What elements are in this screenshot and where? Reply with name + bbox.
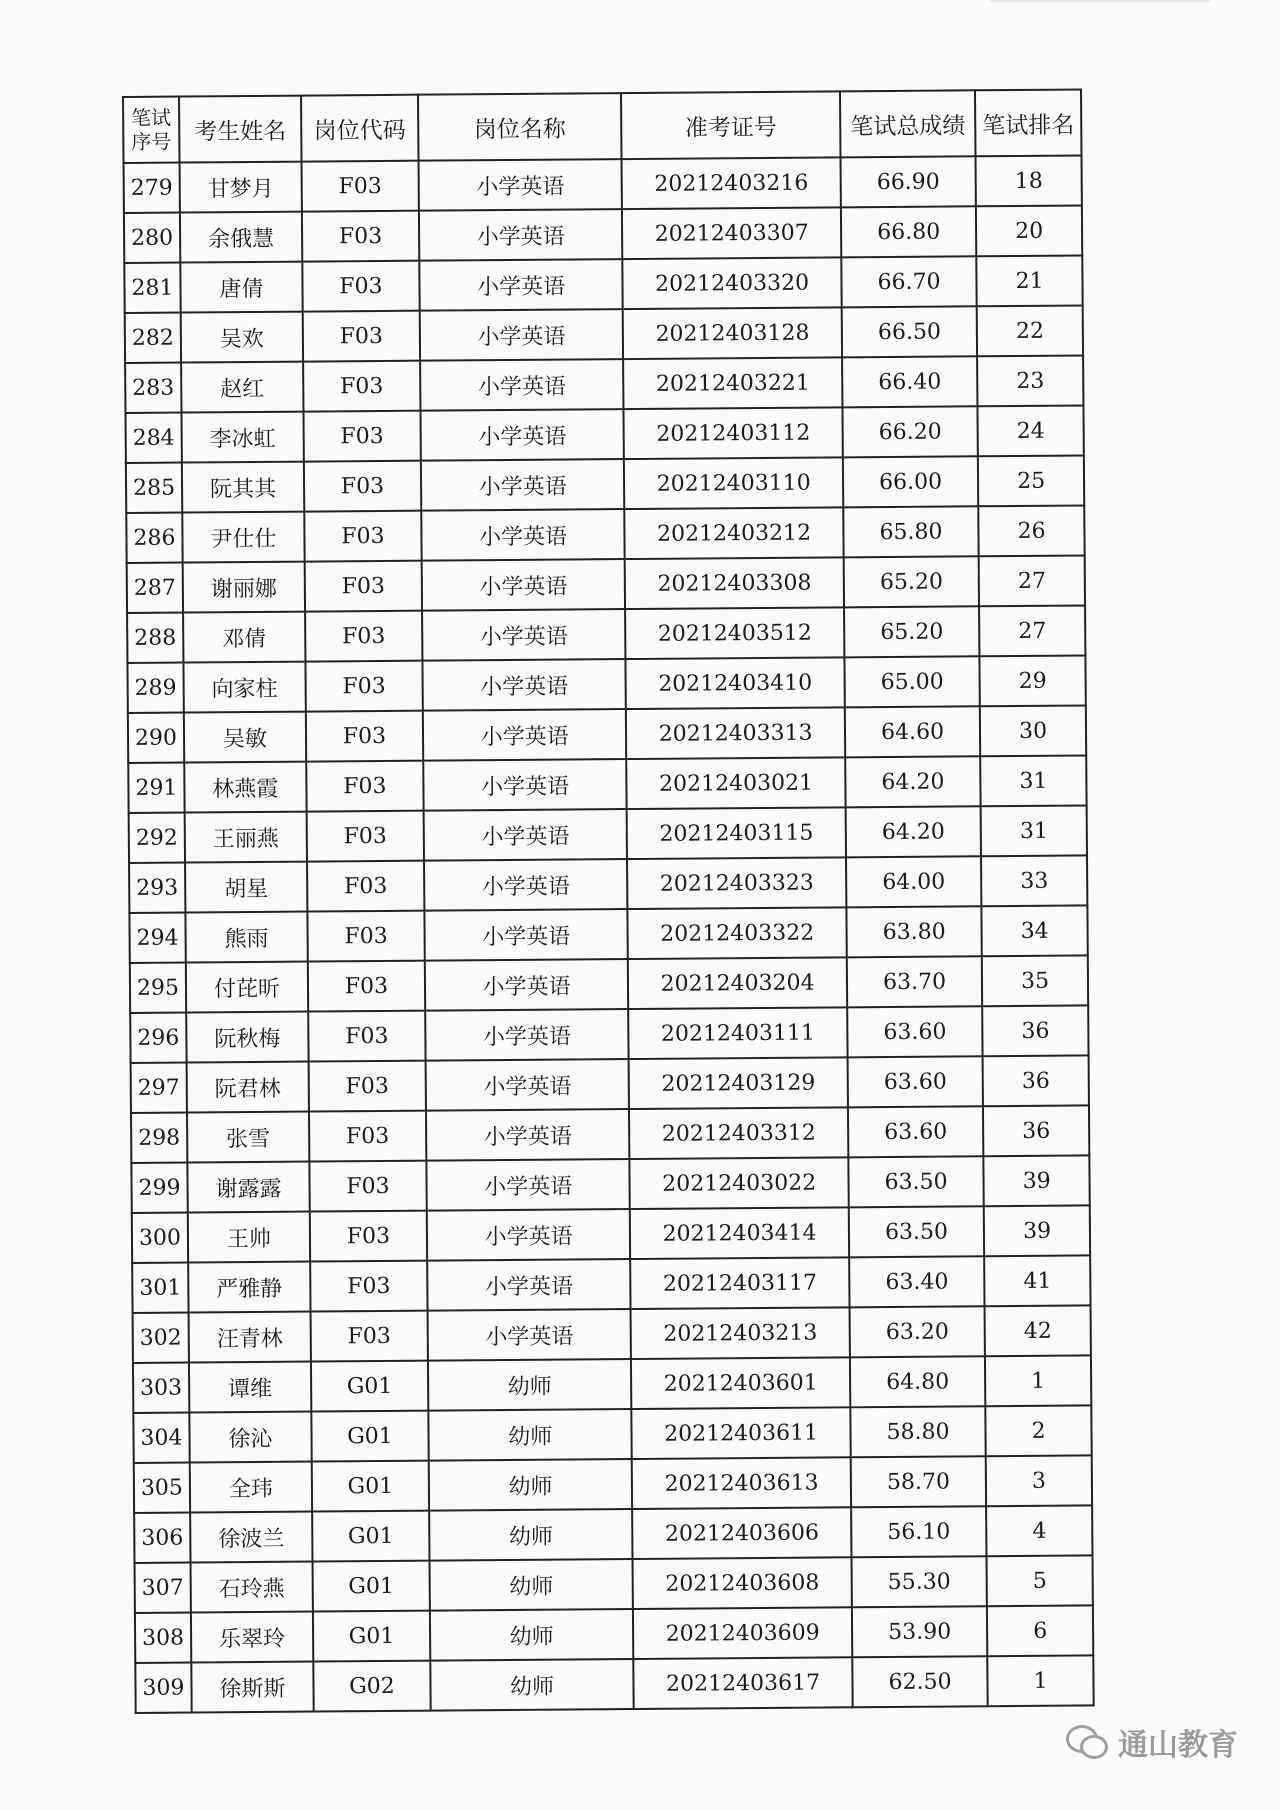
cell-ticket: 20212403129 <box>629 1057 848 1109</box>
cell-seq: 280 <box>124 213 180 263</box>
table-row <box>133 1305 1091 1363</box>
cell-seq: 286 <box>126 513 182 563</box>
header-score: 笔试总成绩 <box>840 90 976 157</box>
cell-post-name: 小学英语 <box>425 1009 629 1061</box>
table-row <box>130 1005 1088 1063</box>
cell-score: 63.20 <box>849 1306 985 1357</box>
table-row <box>124 205 1082 263</box>
cell-name: 唐倩 <box>180 262 302 313</box>
cell-score: 66.70 <box>841 256 977 307</box>
cell-name: 林燕霞 <box>184 762 306 813</box>
cell-score: 63.50 <box>849 1206 985 1257</box>
cell-rank: 1 <box>985 1355 1091 1406</box>
cell-seq: 287 <box>127 563 183 613</box>
cell-name: 熊雨 <box>185 912 307 963</box>
table-row <box>128 755 1086 813</box>
cell-name: 吴敏 <box>184 712 306 763</box>
cell-name: 付芘昕 <box>186 962 308 1013</box>
cell-ticket: 20212403115 <box>627 807 846 859</box>
cell-ticket: 20212403617 <box>634 1657 853 1709</box>
cell-score: 66.50 <box>842 306 978 357</box>
cell-score: 65.80 <box>843 506 979 557</box>
cell-name: 谭维 <box>189 1362 311 1413</box>
cell-post-name: 小学英语 <box>423 709 627 761</box>
cell-post-code: F03 <box>309 1161 426 1212</box>
cell-post-name: 小学英语 <box>425 959 629 1011</box>
cell-seq: 295 <box>130 963 186 1013</box>
cell-post-name: 小学英语 <box>418 159 622 211</box>
cell-rank: 18 <box>976 155 1082 206</box>
cell-ticket: 20212403022 <box>630 1157 849 1209</box>
cell-ticket: 20212403613 <box>632 1457 851 1509</box>
cell-score: 65.20 <box>844 606 980 657</box>
cell-rank: 23 <box>977 355 1083 406</box>
cell-rank: 41 <box>984 1255 1090 1306</box>
cell-post-name: 小学英语 <box>420 359 624 411</box>
scan-edge-mark <box>990 0 1210 10</box>
cell-name: 阮秋梅 <box>186 1012 308 1063</box>
cell-ticket: 20212403110 <box>624 457 843 509</box>
cell-post-code: F03 <box>311 1311 428 1362</box>
cell-score: 63.60 <box>848 1106 984 1157</box>
cell-rank: 39 <box>984 1155 1090 1206</box>
cell-ticket: 20212403213 <box>631 1307 850 1359</box>
cell-post-name: 小学英语 <box>424 859 628 911</box>
cell-post-name: 幼师 <box>430 1659 634 1711</box>
cell-rank: 35 <box>982 955 1088 1006</box>
cell-seq: 290 <box>128 713 184 763</box>
cell-post-code: F03 <box>302 211 419 262</box>
cell-seq: 305 <box>134 1463 190 1513</box>
cell-post-code: F03 <box>305 611 422 662</box>
results-body <box>124 155 1094 1712</box>
cell-ticket: 20212403313 <box>626 707 845 759</box>
table-row <box>127 555 1085 613</box>
cell-post-code: F03 <box>307 861 424 912</box>
cell-post-name: 小学英语 <box>426 1159 630 1211</box>
table-row <box>125 305 1083 363</box>
cell-post-code: F03 <box>303 411 420 462</box>
cell-post-code: F03 <box>306 711 423 762</box>
table-row <box>134 1505 1092 1563</box>
cell-seq: 294 <box>129 913 185 963</box>
cell-score: 58.80 <box>850 1406 986 1457</box>
header-post-code: 岗位代码 <box>301 95 418 162</box>
cell-rank: 33 <box>981 855 1087 906</box>
cell-post-code: G02 <box>313 1661 430 1712</box>
cell-ticket: 20212403111 <box>628 1007 847 1059</box>
cell-post-name: 小学英语 <box>426 1109 630 1161</box>
cell-post-name: 小学英语 <box>421 459 625 511</box>
table-row <box>128 705 1086 763</box>
cell-name: 赵红 <box>181 362 303 413</box>
watermark <box>1066 1720 1238 1764</box>
cell-rank: 21 <box>976 255 1082 306</box>
cell-ticket: 20212403312 <box>629 1107 848 1159</box>
cell-ticket: 20212403606 <box>632 1507 851 1559</box>
table-row <box>132 1255 1090 1313</box>
cell-name: 汪青林 <box>188 1312 310 1363</box>
cell-rank: 31 <box>981 805 1087 856</box>
cell-ticket: 20212403611 <box>632 1407 851 1459</box>
table-row <box>129 805 1087 863</box>
cell-rank: 42 <box>985 1305 1091 1356</box>
cell-seq: 307 <box>135 1563 191 1613</box>
cell-ticket: 20212403322 <box>628 907 847 959</box>
cell-score: 66.80 <box>841 206 977 257</box>
cell-post-code: F03 <box>309 1111 426 1162</box>
table-row <box>133 1405 1091 1463</box>
cell-rank: 3 <box>986 1455 1092 1506</box>
cell-score: 55.30 <box>851 1556 987 1607</box>
table-row <box>126 455 1084 513</box>
cell-name: 石玲燕 <box>190 1562 312 1613</box>
cell-name: 乐翠玲 <box>191 1612 313 1663</box>
table-row <box>125 405 1083 463</box>
cell-post-name: 小学英语 <box>422 659 626 711</box>
cell-ticket: 20212403112 <box>624 407 843 459</box>
cell-seq: 304 <box>133 1413 189 1463</box>
cell-post-code: F03 <box>301 161 418 212</box>
header-row <box>123 89 1081 163</box>
cell-rank: 6 <box>987 1605 1093 1656</box>
cell-post-name: 小学英语 <box>427 1259 631 1311</box>
cell-rank: 36 <box>982 1005 1088 1056</box>
cell-seq: 279 <box>124 163 180 213</box>
table-row <box>127 605 1085 663</box>
cell-name: 张雪 <box>187 1112 309 1163</box>
cell-post-name: 幼师 <box>429 1559 633 1611</box>
header-rank: 笔试排名 <box>975 89 1081 156</box>
cell-rank: 39 <box>984 1205 1090 1256</box>
cell-score: 63.70 <box>847 956 983 1007</box>
watermark-text: 通山教育 <box>1118 1728 1238 1763</box>
cell-seq: 296 <box>130 1013 186 1063</box>
cell-name: 王帅 <box>188 1212 310 1263</box>
cell-ticket: 20212403608 <box>633 1557 852 1609</box>
header-name: 考生姓名 <box>179 96 302 163</box>
cell-score: 66.90 <box>840 156 976 207</box>
cell-post-code: F03 <box>307 911 424 962</box>
cell-post-code: F03 <box>303 311 420 362</box>
cell-seq: 291 <box>128 763 184 813</box>
cell-post-name: 小学英语 <box>423 759 627 811</box>
cell-ticket: 20212403212 <box>625 507 844 559</box>
cell-seq: 309 <box>135 1663 191 1713</box>
table-row <box>126 505 1084 563</box>
cell-ticket: 20212403204 <box>628 957 847 1009</box>
cell-seq: 308 <box>135 1613 191 1663</box>
cell-rank: 20 <box>976 205 1082 256</box>
cell-seq: 282 <box>125 313 181 363</box>
cell-rank: 27 <box>979 555 1085 606</box>
cell-post-code: G01 <box>312 1511 429 1562</box>
cell-ticket: 20212403216 <box>622 157 841 209</box>
cell-name: 严雅静 <box>188 1262 310 1313</box>
cell-post-name: 幼师 <box>428 1359 632 1411</box>
cell-score: 64.60 <box>845 706 981 757</box>
cell-post-name: 小学英语 <box>422 559 626 611</box>
cell-post-code: F03 <box>305 561 422 612</box>
cell-name: 向家柱 <box>183 662 305 713</box>
cell-ticket: 20212403117 <box>630 1257 849 1309</box>
cell-rank: 5 <box>987 1555 1093 1606</box>
cell-seq: 297 <box>131 1063 187 1113</box>
cell-seq: 301 <box>132 1263 188 1313</box>
table-row <box>135 1605 1093 1663</box>
cell-score: 66.00 <box>843 456 979 507</box>
cell-name: 全玮 <box>190 1462 312 1513</box>
cell-post-code: F03 <box>302 261 419 312</box>
table-row <box>129 905 1087 963</box>
table-row <box>135 1655 1093 1713</box>
cell-rank: 25 <box>978 455 1084 506</box>
cell-name: 谢露露 <box>187 1162 309 1213</box>
cell-post-name: 小学英语 <box>420 309 624 361</box>
cell-post-code: G01 <box>311 1361 428 1412</box>
cell-post-code: F03 <box>310 1211 427 1262</box>
cell-rank: 22 <box>977 305 1083 356</box>
cell-seq: 292 <box>129 813 185 863</box>
cell-ticket: 20212403308 <box>625 557 844 609</box>
cell-score: 63.60 <box>847 1006 983 1057</box>
cell-seq: 285 <box>126 463 182 513</box>
cell-name: 尹仕仕 <box>182 512 304 563</box>
table-row <box>127 655 1085 713</box>
cell-seq: 293 <box>129 863 185 913</box>
table-row <box>132 1205 1090 1263</box>
cell-post-name: 小学英语 <box>425 1059 629 1111</box>
header-ticket: 准考证号 <box>621 91 840 159</box>
cell-rank: 34 <box>982 905 1088 956</box>
cell-post-code: G01 <box>312 1561 429 1612</box>
cell-score: 66.20 <box>842 406 978 457</box>
cell-ticket: 20212403320 <box>623 257 842 309</box>
cell-post-code: F03 <box>308 1011 425 1062</box>
cell-ticket: 20212403307 <box>622 207 841 259</box>
cell-post-name: 小学英语 <box>427 1209 631 1261</box>
cell-score: 63.50 <box>848 1156 984 1207</box>
cell-ticket: 20212403512 <box>625 607 844 659</box>
cell-seq: 298 <box>131 1113 187 1163</box>
cell-post-code: G01 <box>311 1411 428 1462</box>
cell-score: 63.60 <box>848 1056 984 1107</box>
cell-post-code: F03 <box>305 661 422 712</box>
cell-rank: 24 <box>978 405 1084 456</box>
cell-ticket: 20212403323 <box>627 857 846 909</box>
cell-post-code: F03 <box>309 1061 426 1112</box>
cell-name: 吴欢 <box>181 312 303 363</box>
cell-post-name: 幼师 <box>428 1409 632 1461</box>
cell-score: 58.70 <box>851 1456 987 1507</box>
wechat-icon <box>1066 1725 1108 1759</box>
cell-seq: 299 <box>131 1163 187 1213</box>
cell-name: 邓倩 <box>183 612 305 663</box>
header-post-name: 岗位名称 <box>418 93 622 161</box>
cell-seq: 303 <box>133 1363 189 1413</box>
cell-post-code: G01 <box>312 1461 429 1512</box>
cell-name: 谢丽娜 <box>183 562 305 613</box>
cell-post-name: 小学英语 <box>424 809 628 861</box>
table-row <box>129 855 1087 913</box>
cell-name: 李冰虹 <box>181 412 303 463</box>
cell-post-code: F03 <box>303 361 420 412</box>
cell-post-code: F03 <box>304 511 421 562</box>
cell-rank: 36 <box>983 1105 1089 1156</box>
cell-post-name: 幼师 <box>429 1509 633 1561</box>
cell-name: 王丽燕 <box>185 812 307 863</box>
cell-post-name: 小学英语 <box>427 1309 631 1361</box>
cell-rank: 29 <box>980 655 1086 706</box>
cell-ticket: 20212403128 <box>623 307 842 359</box>
cell-score: 56.10 <box>851 1506 987 1557</box>
cell-seq: 300 <box>132 1213 188 1263</box>
cell-rank: 36 <box>983 1055 1089 1106</box>
cell-post-name: 小学英语 <box>419 259 623 311</box>
cell-seq: 302 <box>133 1313 189 1363</box>
cell-ticket: 20212403609 <box>633 1607 852 1659</box>
cell-ticket: 20212403021 <box>627 757 846 809</box>
cell-ticket: 20212403414 <box>630 1207 849 1259</box>
cell-name: 阮其其 <box>182 462 304 513</box>
table-row <box>133 1355 1091 1413</box>
cell-post-name: 小学英语 <box>421 509 625 561</box>
cell-score: 64.20 <box>845 756 981 807</box>
cell-score: 64.20 <box>846 806 982 857</box>
cell-ticket: 20212403221 <box>623 357 842 409</box>
header-seq-line1: 笔试 <box>131 105 172 130</box>
cell-post-code: F03 <box>310 1261 427 1312</box>
cell-post-code: F03 <box>308 961 425 1012</box>
table-row <box>135 1555 1093 1613</box>
table-row <box>131 1055 1089 1113</box>
cell-post-name: 幼师 <box>429 1459 633 1511</box>
cell-post-code: F03 <box>307 811 424 862</box>
cell-score: 65.20 <box>844 556 980 607</box>
cell-post-name: 小学英语 <box>424 909 628 961</box>
cell-post-code: F03 <box>304 461 421 512</box>
cell-post-code: F03 <box>306 761 423 812</box>
cell-seq: 306 <box>134 1513 190 1563</box>
cell-rank: 26 <box>978 505 1084 556</box>
exam-results-table <box>122 88 1095 1713</box>
cell-rank: 1 <box>987 1655 1093 1706</box>
cell-score: 66.40 <box>842 356 978 407</box>
cell-seq: 288 <box>127 613 183 663</box>
cell-ticket: 20212403601 <box>631 1357 850 1409</box>
cell-rank: 4 <box>986 1505 1092 1556</box>
cell-post-name: 小学英语 <box>419 209 623 261</box>
table-row <box>131 1155 1089 1213</box>
cell-seq: 283 <box>125 363 181 413</box>
header-seq-line2: 序号 <box>131 129 172 154</box>
cell-score: 64.80 <box>850 1356 986 1407</box>
cell-score: 63.40 <box>849 1256 985 1307</box>
cell-seq: 289 <box>127 663 183 713</box>
cell-name: 胡星 <box>185 862 307 913</box>
cell-name: 阮君林 <box>187 1062 309 1113</box>
cell-rank: 30 <box>980 705 1086 756</box>
table-row <box>131 1105 1089 1163</box>
cell-seq: 284 <box>125 413 181 463</box>
cell-score: 63.80 <box>846 906 982 957</box>
cell-rank: 2 <box>986 1405 1092 1456</box>
cell-name: 徐沁 <box>189 1412 311 1463</box>
cell-rank: 31 <box>980 755 1086 806</box>
cell-score: 65.00 <box>844 656 980 707</box>
cell-score: 62.50 <box>852 1656 988 1707</box>
cell-post-name: 幼师 <box>430 1609 634 1661</box>
cell-post-name: 小学英语 <box>422 609 626 661</box>
table-row <box>124 255 1082 313</box>
cell-ticket: 20212403410 <box>626 657 845 709</box>
cell-score: 64.00 <box>846 856 982 907</box>
cell-name: 徐波兰 <box>190 1512 312 1563</box>
header-seq <box>123 97 179 163</box>
table-row <box>124 155 1082 213</box>
cell-name: 甘梦月 <box>179 162 301 213</box>
cell-name: 徐斯斯 <box>191 1662 313 1713</box>
cell-rank: 27 <box>979 605 1085 656</box>
cell-score: 53.90 <box>852 1606 988 1657</box>
cell-seq: 281 <box>124 263 180 313</box>
cell-post-code: G01 <box>313 1611 430 1662</box>
cell-name: 余俄慧 <box>180 212 302 263</box>
table-row <box>125 355 1083 413</box>
table-row <box>130 955 1088 1013</box>
cell-post-name: 小学英语 <box>420 409 624 461</box>
table-row <box>134 1455 1092 1513</box>
